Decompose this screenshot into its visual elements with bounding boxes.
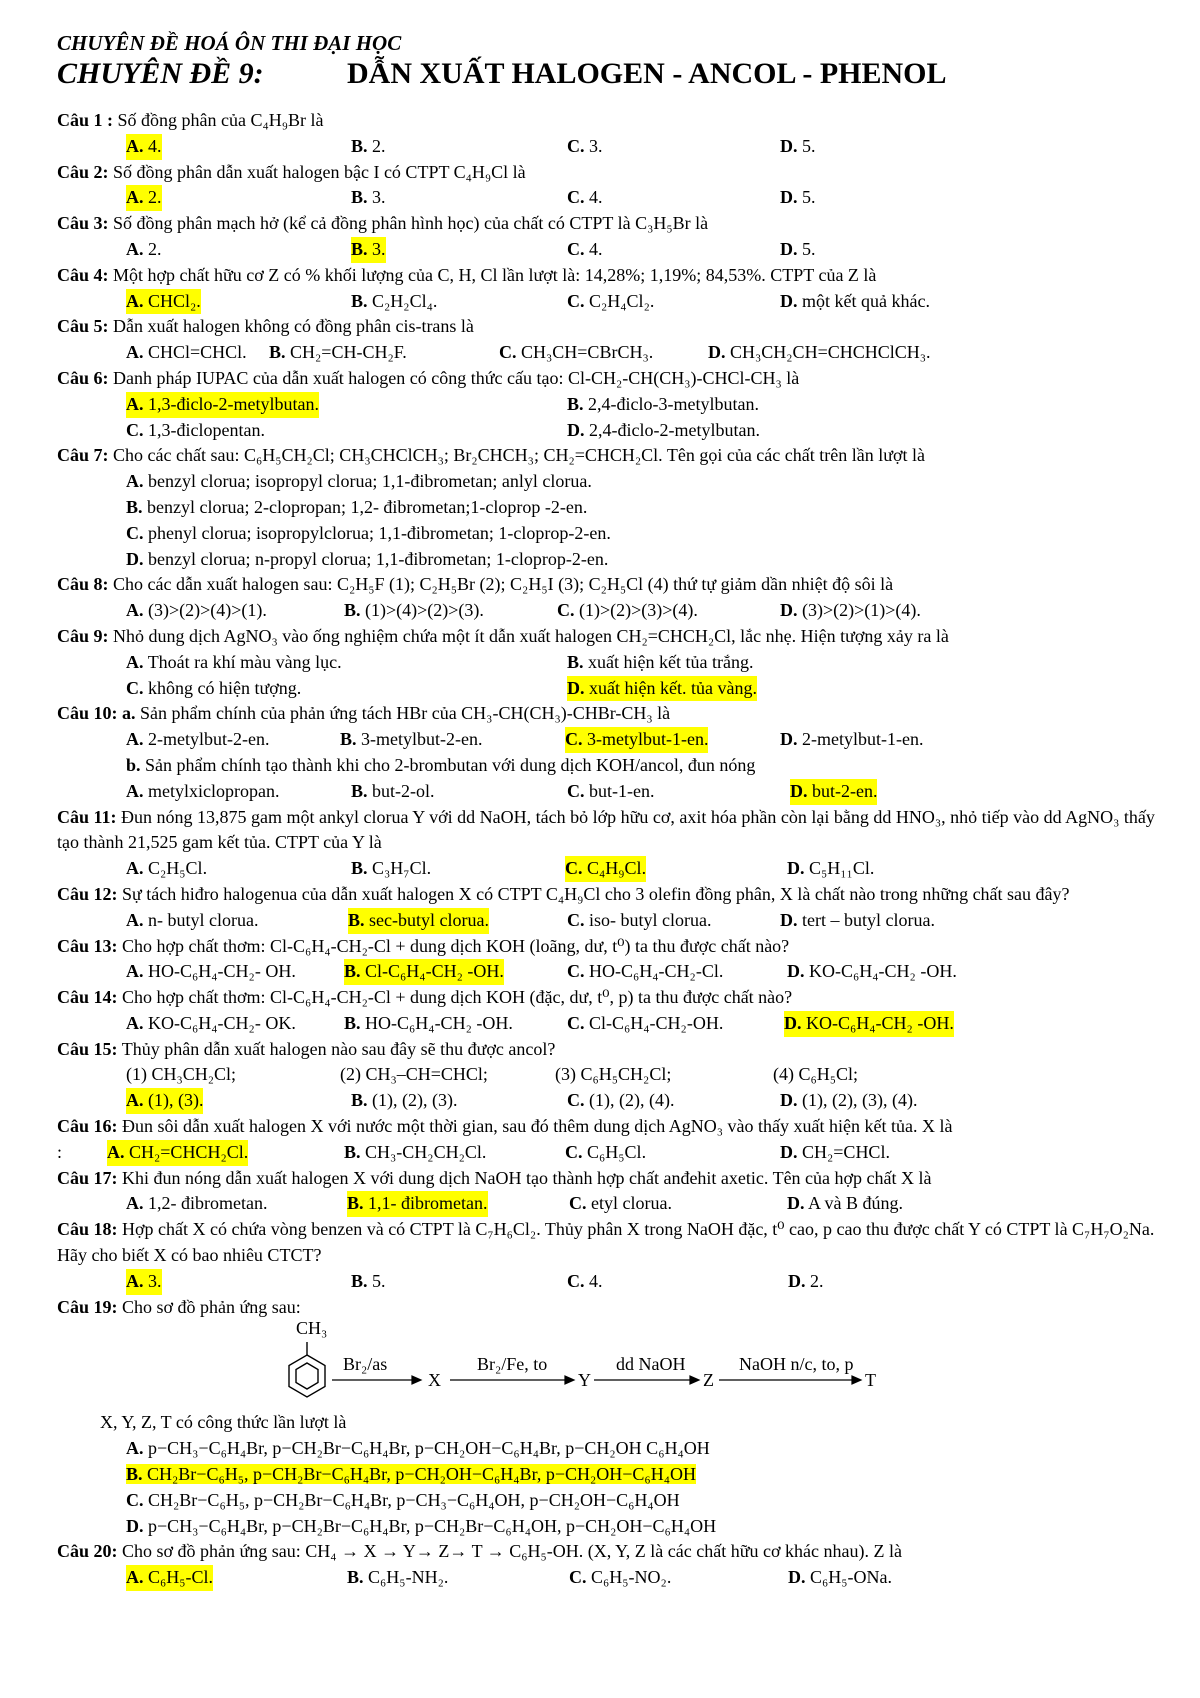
option-c[interactable]: C. không có hiện tượng. <box>126 677 302 698</box>
question-10b: b. Sản phẩm chính tạo thành khi cho 2-brombutan với dung dịch KOH/ancol, đun nóng <box>126 754 756 775</box>
option-d[interactable]: D. benzyl clorua; n-propyl clorua; 1,1-đibrometan; 1-cloprop-2-en. <box>126 548 609 569</box>
option-b[interactable]: B. 2,4-điclo-3-metylbutan. <box>567 393 759 414</box>
question-text: Hợp chất X có chứa vòng benzen và có CTPT là C₇H₆Cl₂. Thủy phân X trong NaOH đặc, t⁰ cao, p cao thu được chất Y có CTPT là C₇H₇O₂Na. Hãy cho biết X có bao nhiêu CTCT? <box>57 1219 1155 1266</box>
option-b[interactable]: B. C₂H₂Cl₄. <box>351 290 438 311</box>
option-b[interactable]: B. (1), (2), (3). <box>351 1090 458 1111</box>
question-text: Một hợp chất hữu cơ Z có % khối lượng của C, H, Cl lần lượt là: 14,28%; 1,19%; 84,53%. CTPT của Z là <box>113 264 877 285</box>
question-text: Cho các dẫn xuất halogen sau: C₂H₅F (1); C₂H₅Br (2); C₂H₅I (3); C₂H₅Cl (4) thứ tự giảm dần nhiệt độ sôi là <box>113 574 894 595</box>
question-label: Câu 15: <box>57 1038 118 1059</box>
option-a[interactable]: A. C₆H₅-Cl. <box>126 1565 213 1591</box>
option-a[interactable]: A. benzyl clorua; isopropyl clorua; 1,1-đibrometan; anlyl clorua. <box>126 471 592 492</box>
option-a[interactable]: A. n- butyl clorua. <box>126 909 259 930</box>
option-c[interactable]: C. 4. <box>567 1270 603 1291</box>
question-text: Cho sơ đồ phản ứng sau: <box>122 1296 301 1317</box>
question-text: Cho hợp chất thơm: Cl-C₆H₄-CH₂-Cl + dung dịch KOH (loãng, dư, t⁰) ta thu được chất nào? <box>122 935 790 956</box>
option-b[interactable]: B. C₃H₇Cl. <box>351 858 432 879</box>
compound-z: Z <box>703 1370 714 1391</box>
option-d[interactable]: D. 5. <box>780 187 816 208</box>
question-text: Khi đun nóng dẫn xuất halogen X với dung dịch NaOH tạo thành hợp chất anđehit axetic. Tên của hợp chất X là <box>122 1167 932 1188</box>
options-row <box>57 908 1167 934</box>
option-b[interactable]: B. HO-C₆H₄-CH₂ -OH. <box>344 1012 513 1033</box>
option-d[interactable]: D. CH₂=CHCl. <box>780 1141 890 1162</box>
course-title: CHUYÊN ĐỀ HOÁ ÔN THI ĐẠI HỌC <box>57 31 402 55</box>
question-text: Nhỏ dung dịch AgNO₃ vào ống nghiệm chứa một ít dẫn xuất halogen CH₂=CHCH₂Cl, lắc nhẹ. Hiện tượng xảy ra là <box>113 625 949 646</box>
option-b[interactable]: B. 2. <box>351 135 386 156</box>
option-b[interactable]: B. sec-butyl clorua. <box>348 908 489 934</box>
reagent-3: dd NaOH <box>616 1354 686 1375</box>
question-19 <box>57 1295 1167 1321</box>
question-text: Số đồng phân mạch hở (kể cả đồng phân hình học) của chất có CTPT là C₃H₅Br là <box>113 213 709 234</box>
question-label: Câu 8: <box>57 574 109 595</box>
option-b[interactable]: B. benzyl clorua; 2-clopropan; 1,2- đibrometan;1-cloprop -2-en. <box>126 496 588 517</box>
options-row <box>57 727 1167 753</box>
question-14 <box>57 985 1167 1011</box>
option-a[interactable]: A. 3. <box>126 1269 162 1295</box>
option-a[interactable]: A. p−CH₃−C₆H₄Br, p−CH₂Br−C₆H₄Br, p−CH₂OH−C₆H₄Br, p−CH₂OH C₆H₄OH <box>126 1438 710 1459</box>
question-text: Cho các chất sau: C₆H₅CH₂Cl; CH₃CHClCH₃; Br₂CHCH₃; CH₂=CHCH₂Cl. Tên gọi của các chất trên lần lượt là <box>113 445 925 466</box>
question-text: Cho sơ đồ phản ứng sau: CH₄ → X → Y→ Z→ T → C₆H₅-OH. (X, Y, Z là các chất hữu cơ khác nhau). Z là <box>122 1541 902 1562</box>
question-label: Câu 10: <box>57 703 118 724</box>
question-7 <box>57 443 1167 469</box>
options-row <box>57 185 1167 211</box>
option-a[interactable]: A. HO-C₆H₄-CH₂- OH. <box>126 961 296 982</box>
question-label: Câu 12: <box>57 883 118 904</box>
question-13 <box>57 934 1167 960</box>
question-label: Câu 13: <box>57 935 118 956</box>
compound-y: Y <box>578 1370 591 1391</box>
question-10: Câu 10: a. Sản phẩm chính của phản ứng tách HBr của CH₃-CH(CH₃)-CHBr-CH₃ là <box>57 703 671 724</box>
option-a[interactable]: A. 2. <box>126 185 162 211</box>
options-row <box>57 1140 1167 1166</box>
option-c[interactable]: C. 3. <box>567 135 603 156</box>
methyl-label: CH₃ <box>296 1318 328 1339</box>
option-c[interactable]: C. iso- butyl clorua. <box>567 909 712 930</box>
option-b[interactable]: B. CH₂=CH-CH₂F. <box>269 342 407 363</box>
options-row <box>57 289 1167 315</box>
question-5 <box>57 314 1167 340</box>
arrow-1-head <box>412 1376 421 1384</box>
question-label: Câu 11: <box>57 806 117 827</box>
options-row <box>57 856 1167 882</box>
question-18 <box>57 1217 1167 1269</box>
options-row <box>57 1269 1167 1295</box>
chapter-heading <box>57 56 1167 96</box>
option-a[interactable]: A. (3)>(2)>(4)>(1). <box>126 600 267 621</box>
arrow-4-head <box>852 1376 861 1384</box>
question-16 <box>57 1114 1167 1140</box>
option-d[interactable]: D. C₆H₅-ONa. <box>788 1567 893 1588</box>
option-c[interactable]: C. HO-C₆H₄-CH₂-Cl. <box>567 961 724 982</box>
option-b[interactable]: B. 3. <box>351 237 386 263</box>
options-row <box>57 1011 1167 1037</box>
option-c[interactable]: C. phenyl clorua; isopropylclorua; 1,1-đibrometan; 1-cloprop-2-en. <box>126 522 611 543</box>
compound-t: T <box>865 1370 876 1391</box>
option-d[interactable]: D. 5. <box>780 238 816 259</box>
question-11 <box>57 805 1167 857</box>
question-4 <box>57 263 1167 289</box>
question-text: Đun nóng 13,875 gam một ankyl clorua Y với dd NaOH, tách bỏ lớp hữu cơ, axit hóa phần còn lại bằng dd HNO₃, nhỏ tiếp vào dd AgNO₃ thấy tạo thành 21,525 gam kết tủa. CTPT của Y là <box>57 806 1155 853</box>
reaction-scheme-drawing <box>57 1320 1167 1410</box>
option-c[interactable]: C. CH₃CH=CBrCH₃. <box>499 342 654 363</box>
chapter-number: CHUYÊN ĐỀ 9: <box>57 57 264 90</box>
option-c[interactable]: C. (1)>(2)>(3)>(4). <box>557 600 698 621</box>
question-label: Câu 16: <box>57 1116 118 1137</box>
options-row <box>57 418 1167 444</box>
question-label: Câu 18: <box>57 1219 118 1240</box>
toluene-ring <box>289 1342 325 1397</box>
option-a[interactable]: A. 2-metylbut-2-en. <box>126 729 270 750</box>
options-row <box>57 779 1167 805</box>
option-d[interactable]: D. 2. <box>788 1270 824 1291</box>
option-c[interactable]: C. etyl clorua. <box>569 1193 672 1214</box>
option-c[interactable]: C. C₆H₅Cl. <box>565 1141 647 1162</box>
option-c[interactable]: C. C₆H₅-NO₂. <box>569 1567 672 1588</box>
arrow-3-head <box>690 1376 699 1384</box>
option-c[interactable]: C. 3-metylbut-1-en. <box>565 727 708 753</box>
question-3 <box>57 211 1167 237</box>
question-20 <box>57 1539 1167 1565</box>
question-1 <box>57 108 1167 134</box>
reagent-1: Br₂/as <box>343 1354 388 1375</box>
question-text: Danh pháp IUPAC của dẫn xuất halogen có công thức cấu tạo: Cl-CH₂-CH(CH₃)-CHCl-CH₃ là <box>113 367 800 388</box>
option-d[interactable]: D. 2-metylbut-1-en. <box>780 729 924 750</box>
question-label: Câu 4: <box>57 264 109 285</box>
option-d[interactable]: D. tert – butyl clorua. <box>780 909 935 930</box>
option-c[interactable]: C. 1,3-điclopentan. <box>126 419 265 440</box>
option-d[interactable]: D. C₅H₁₁Cl. <box>787 858 875 879</box>
worksheet-page <box>57 30 1167 1591</box>
option-c[interactable]: C. C₂H₄Cl₂. <box>567 290 655 311</box>
items-row <box>57 1062 1167 1088</box>
item-2: (2) CH₃–CH=CHCl; <box>340 1064 488 1085</box>
option-a[interactable]: A. CHCl₂. <box>126 289 201 315</box>
question-text: Đun sôi dẫn xuất halogen X với nước một thời gian, sau đó thêm dung dịch AgNO₃ vào thấy xuất hiện kết tủa. X là <box>122 1116 953 1137</box>
option-c[interactable]: C. Cl-C₆H₄-CH₂-OH. <box>567 1012 724 1033</box>
option-a[interactable]: A. 1,3-điclo-2-metylbutan. <box>126 392 319 418</box>
question-label: Câu 1 : <box>57 110 114 130</box>
option-b[interactable]: B. CH₃-CH₂CH₂Cl. <box>344 1141 487 1162</box>
option-a[interactable]: A. 2. <box>126 238 162 259</box>
option-d[interactable]: D. (1), (2), (3), (4). <box>780 1090 918 1111</box>
option-c[interactable]: C. 4. <box>567 187 603 208</box>
option-b[interactable]: B. 3-metylbut-2-en. <box>340 729 483 750</box>
option-a[interactable]: A. 4. <box>126 134 162 160</box>
option-c[interactable]: C. CH₂Br−C₆H₅, p−CH₂Br−C₆H₄Br, p−CH₃−C₆H₄OH, p−CH₂OH−C₆H₄OH <box>126 1489 680 1510</box>
option-b[interactable]: B. Cl-C₆H₄-CH₂ -OH. <box>344 959 504 985</box>
options-row <box>57 650 1167 676</box>
option-d[interactable]: D. but-2-en. <box>790 779 877 805</box>
question-label: Câu 7: <box>57 445 109 466</box>
options-row <box>57 237 1167 263</box>
options-row <box>57 1191 1167 1217</box>
option-d[interactable]: D. 2,4-điclo-2-metylbutan. <box>567 419 760 440</box>
option-c[interactable]: C. 4. <box>567 238 603 259</box>
option-b[interactable]: B. 1,1- đibrometan. <box>347 1191 488 1217</box>
question-text: Cho hợp chất thơm: Cl-C₆H₄-CH₂-Cl + dung dịch KOH (đặc, dư, t⁰, p) ta thu được chất nào? <box>122 987 793 1008</box>
question-text: Số đồng phân dẫn xuất halogen bậc I có CTPT C₄H₉Cl là <box>113 161 526 182</box>
question-2 <box>57 160 1167 186</box>
item-3: (3) C₆H₅CH₂Cl; <box>555 1064 672 1085</box>
question-text: Số đồng phân của C₄H₉Br là <box>117 110 324 130</box>
option-d[interactable]: D. KO-C₆H₄-CH₂ -OH. <box>787 961 957 982</box>
question-17 <box>57 1166 1167 1192</box>
options-row <box>57 959 1167 985</box>
question-label: Câu 9: <box>57 625 109 646</box>
option-d[interactable]: D. A và B đúng. <box>787 1193 904 1214</box>
option-b[interactable]: B. but-2-ol. <box>351 780 435 801</box>
option-a[interactable]: A. (1), (3). <box>126 1088 203 1114</box>
question-label: Câu 3: <box>57 213 109 234</box>
option-b[interactable]: B. xuất hiện kết tủa trắng. <box>567 651 754 672</box>
options-row <box>57 1088 1167 1114</box>
question-19-intro: X, Y, Z, T có công thức lần lượt là <box>100 1412 347 1433</box>
option-c[interactable]: C. (1), (2), (4). <box>567 1090 675 1111</box>
option-b[interactable]: B. CH₂Br−C₆H₅, p−CH₂Br−C₆H₄Br, p−CH₂OH−C₆H₄Br, p−CH₂OH−C₆H₄OH <box>126 1464 696 1485</box>
question-label: Câu 17: <box>57 1167 118 1188</box>
compound-x: X <box>428 1370 441 1391</box>
options-row <box>57 134 1167 160</box>
option-d[interactable]: D. KO-C₆H₄-CH₂ -OH. <box>784 1011 954 1037</box>
option-d[interactable]: D. (3)>(2)>(1)>(4). <box>780 600 921 621</box>
option-d[interactable]: D. xuất hiện kết. tủa vàng. <box>567 676 757 702</box>
reagent-2: Br₂/Fe, to <box>477 1354 548 1375</box>
option-a[interactable]: A. C₂H₅Cl. <box>126 858 208 879</box>
option-a[interactable]: A. KO-C₆H₄-CH₂- OK. <box>126 1012 296 1033</box>
question-8 <box>57 572 1167 598</box>
option-d[interactable]: D. p−CH₃−C₆H₄Br, p−CH₂Br−C₆H₄Br, p−CH₂Br−C₆H₄OH, p−CH₂OH−C₆H₄OH <box>126 1515 717 1536</box>
question-label: Câu 6: <box>57 367 109 388</box>
question-6 <box>57 366 1167 392</box>
option-b[interactable]: B. 5. <box>351 1270 386 1291</box>
reagent-4: NaOH n/c, to, p <box>739 1354 854 1375</box>
arrow-2-head <box>565 1376 574 1384</box>
option-b[interactable]: B. (1)>(4)>(2)>(3). <box>344 600 484 621</box>
question-12 <box>57 882 1167 908</box>
reaction-scheme <box>57 1320 1167 1410</box>
options-row <box>57 340 1167 366</box>
option-b[interactable]: B. C₆H₅-NH₂. <box>347 1567 449 1588</box>
question-text: Sự tách hiđro halogenua của dẫn xuất halogen X có CTPT C₄H₉Cl cho 3 olefin đồng phân, X là chất nào trong những chất sau đây? <box>122 883 1070 904</box>
option-d[interactable]: D. 5. <box>780 135 816 156</box>
stray-colon: : <box>57 1141 63 1162</box>
option-a[interactable]: A. CH₂=CHCH₂Cl. <box>107 1140 248 1166</box>
question-label: Câu 20: <box>57 1541 118 1562</box>
option-a[interactable]: A. metylxiclopropan. <box>126 780 280 801</box>
question-text: Thủy phân dẫn xuất halogen nào sau đây sẽ thu được ancol? <box>121 1038 556 1059</box>
chapter-topic: DẪN XUẤT HALOGEN - ANCOL - PHENOL <box>347 57 947 90</box>
options-row <box>57 598 1167 624</box>
item-4: (4) C₆H₅Cl; <box>773 1064 859 1085</box>
options-row <box>57 676 1167 702</box>
question-label: Câu 5: <box>57 316 109 337</box>
option-c[interactable]: C. but-1-en. <box>567 780 655 801</box>
option-a[interactable]: A. CHCl=CHCl. <box>126 342 247 363</box>
option-b[interactable]: B. 3. <box>351 187 386 208</box>
question-label: Câu 14: <box>57 987 118 1008</box>
option-a[interactable]: A. Thoát ra khí màu vàng lục. <box>126 651 342 672</box>
option-d[interactable]: D. CH₃CH₂CH=CHCHClCH₃. <box>708 342 931 363</box>
item-1: (1) CH₃CH₂Cl; <box>126 1064 237 1085</box>
question-label: Câu 19: <box>57 1296 118 1317</box>
question-text: Dẫn xuất halogen không có đồng phân cis-trans là <box>113 316 474 337</box>
options-row <box>57 392 1167 418</box>
question-15 <box>57 1037 1167 1063</box>
option-c[interactable]: C. C₄H₉Cl. <box>565 856 646 882</box>
option-a[interactable]: A. 1,2- đibrometan. <box>126 1193 268 1214</box>
option-d[interactable]: D. một kết quả khác. <box>780 290 930 311</box>
question-text: Sản phẩm chính của phản ứng tách HBr của CH₃-CH(CH₃)-CHBr-CH₃ là <box>140 703 671 724</box>
question-9 <box>57 624 1167 650</box>
options-row <box>57 1565 1167 1591</box>
question-label: Câu 2: <box>57 161 109 182</box>
